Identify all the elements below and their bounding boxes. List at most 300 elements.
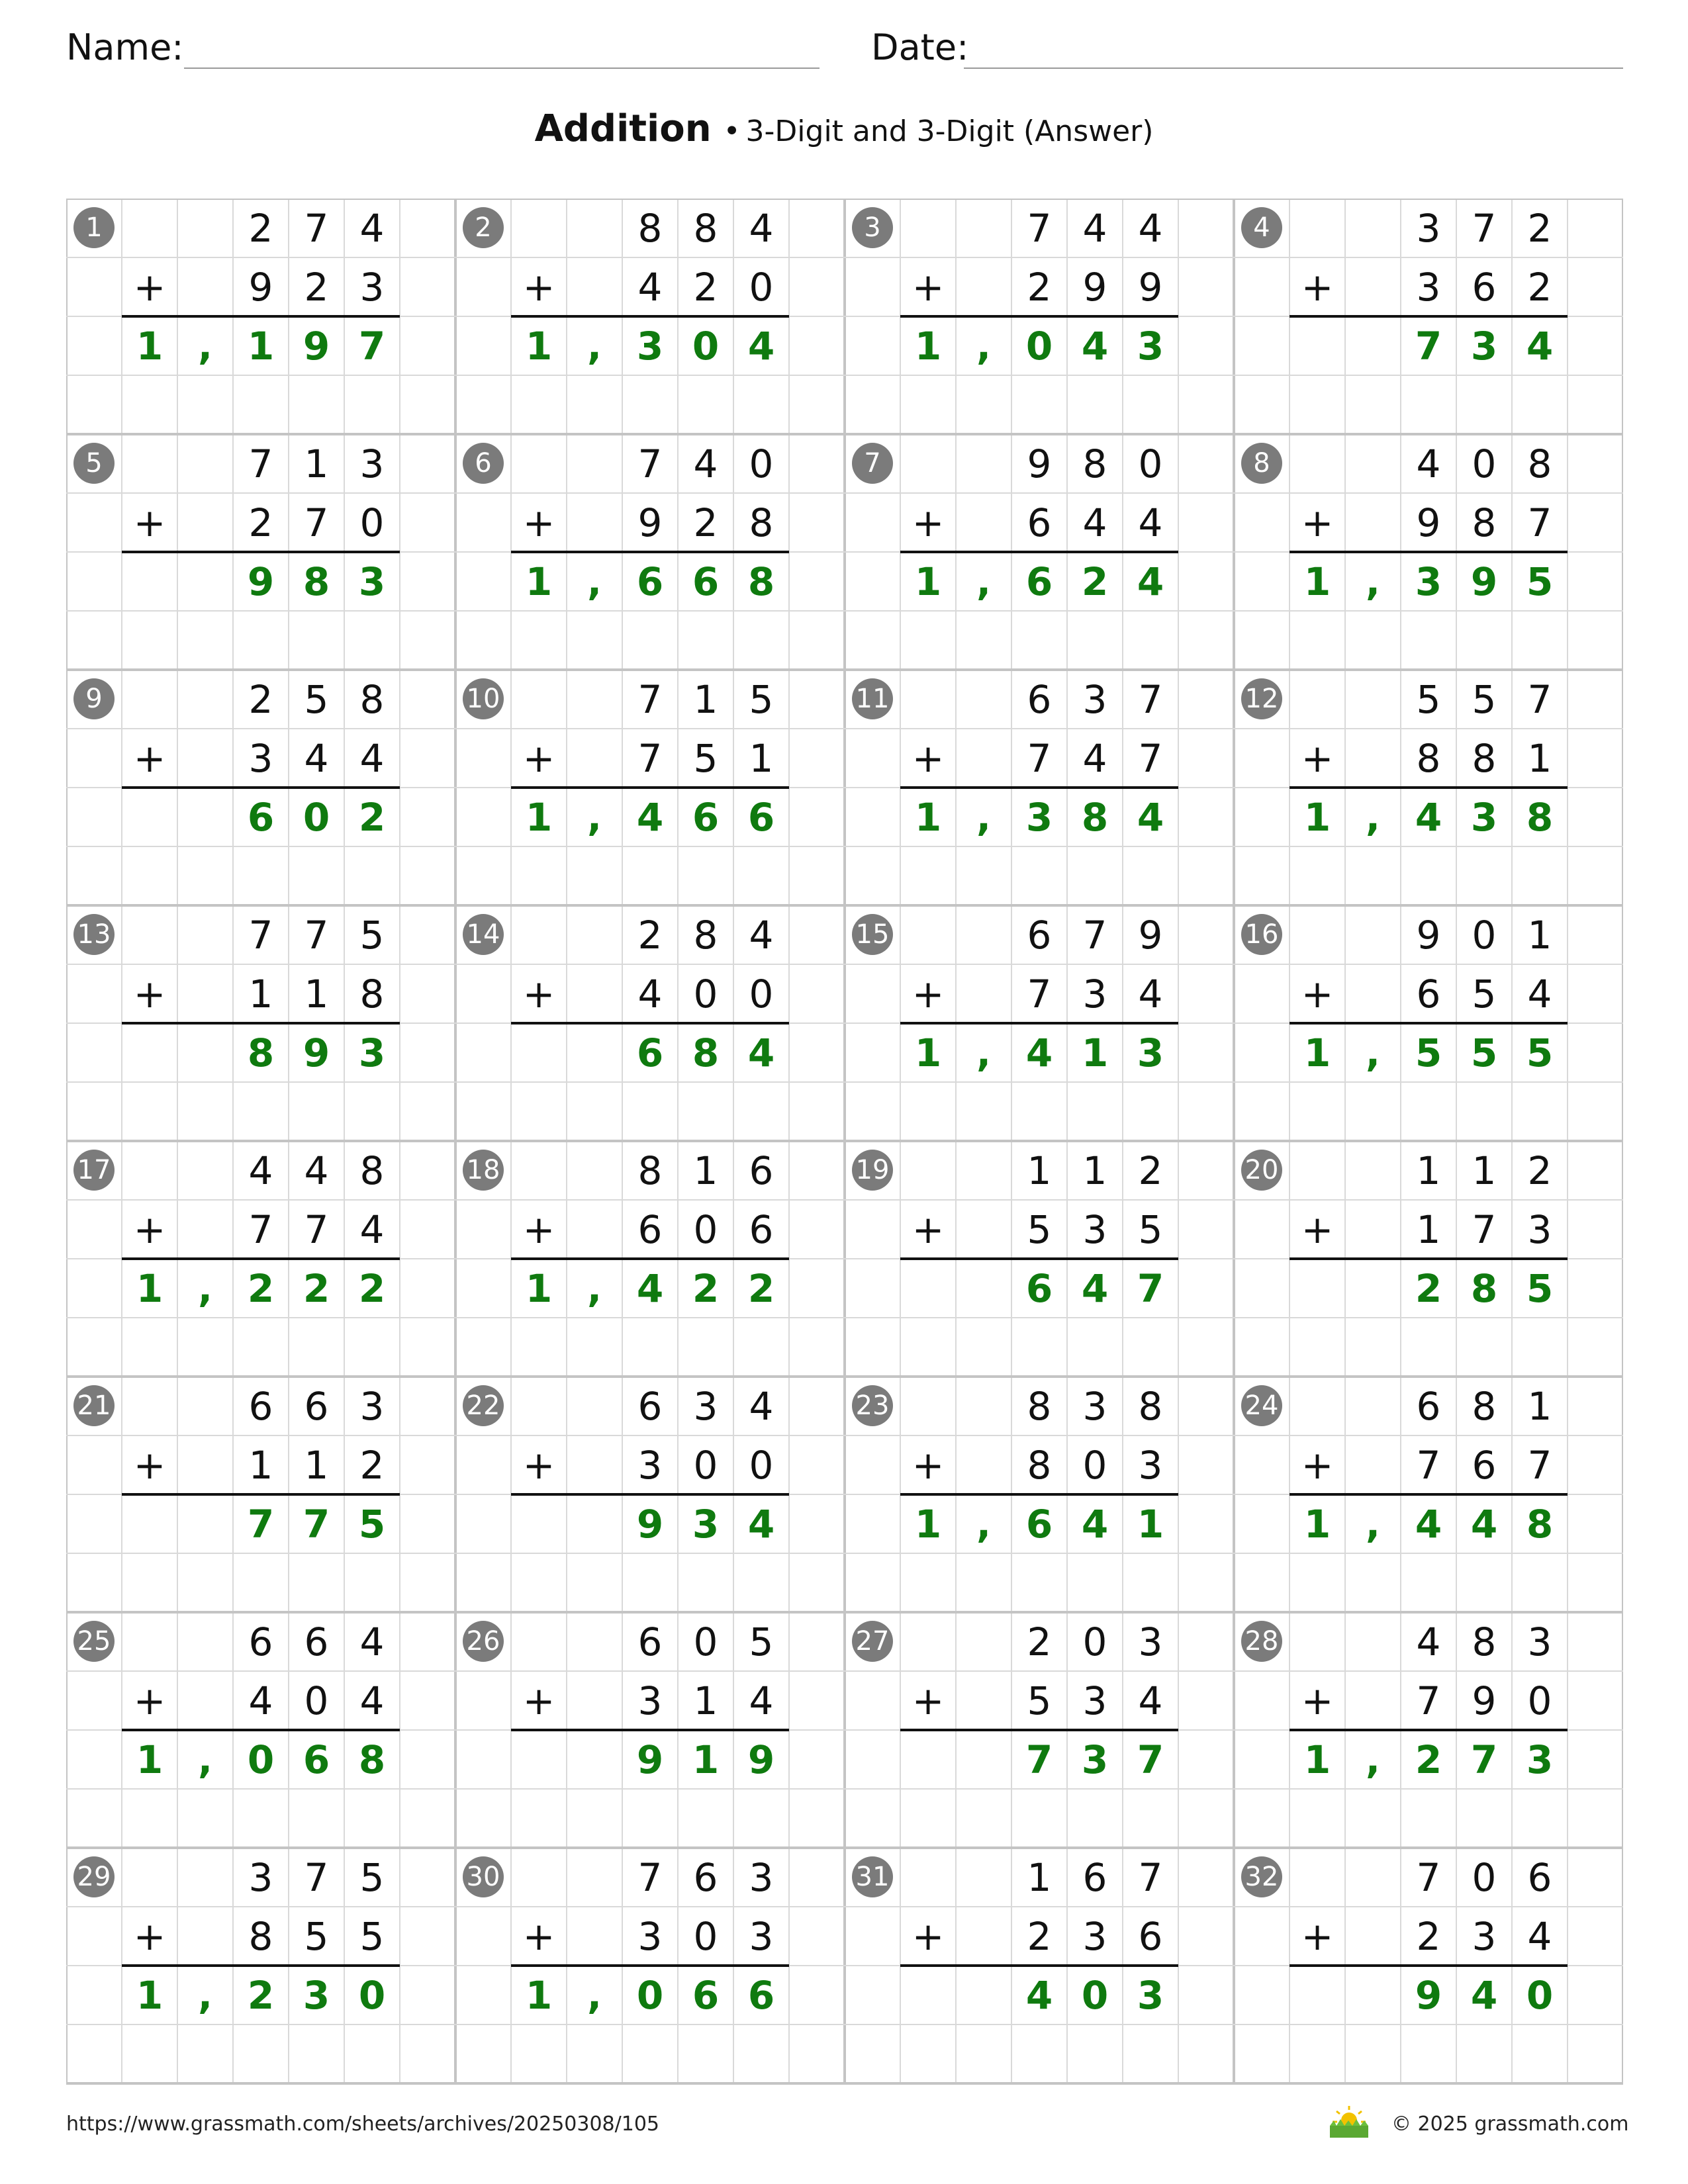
problem-number-badge: 8 <box>1241 443 1282 484</box>
addend-top-digit: 1 <box>1472 1148 1497 1193</box>
problem-grid <box>66 199 1623 2089</box>
addend-bottom-digit: 4 <box>359 1206 385 1252</box>
answer-digit: 4 <box>747 1501 775 1547</box>
addend-top-digit: 3 <box>693 1383 718 1429</box>
plus-sign: + <box>1301 1913 1334 1959</box>
addend-top-digit: 4 <box>1138 205 1163 251</box>
answer-digit: 9 <box>1415 1972 1442 2018</box>
problem-number-badge: 21 <box>73 1385 115 1426</box>
addend-top-digit: 1 <box>1416 1148 1441 1193</box>
addend-top-digit: 5 <box>749 1619 774 1664</box>
answer-digit: 2 <box>358 1265 386 1311</box>
addend-bottom-digit: 1 <box>1527 735 1552 781</box>
addend-bottom-digit: 7 <box>1527 500 1552 545</box>
problem-number-badge: 9 <box>73 678 115 719</box>
addend-top-digit: 8 <box>359 1148 385 1193</box>
problem-number-badge: 14 <box>463 914 504 955</box>
addend-bottom-digit: 4 <box>1138 1678 1163 1723</box>
addend-bottom-digit: 2 <box>693 500 718 545</box>
answer-digit: 6 <box>636 559 664 604</box>
addend-top-digit: 8 <box>1138 1383 1163 1429</box>
answer-digit: 1 <box>136 1265 164 1311</box>
answer-digit: 3 <box>1137 323 1164 369</box>
answer-digit: 4 <box>747 323 775 369</box>
answer-digit: 3 <box>636 323 664 369</box>
addend-bottom-digit: 4 <box>637 264 663 310</box>
title-main: Addition <box>534 107 712 150</box>
answer-digit: 7 <box>303 1501 330 1547</box>
addend-bottom-digit: 4 <box>1138 500 1163 545</box>
answer-digit: 7 <box>1137 1737 1164 1782</box>
addend-bottom-digit: 8 <box>749 500 774 545</box>
addend-bottom-digit: 6 <box>1472 264 1497 310</box>
addend-top-digit: 4 <box>749 1383 774 1429</box>
answer-digit: 2 <box>247 1972 275 2018</box>
answer-digit: 6 <box>1025 1501 1053 1547</box>
plus-sign: + <box>912 1913 945 1959</box>
answer-digit: 9 <box>303 1030 330 1075</box>
problem-number-badge: 17 <box>73 1150 115 1191</box>
addend-bottom-digit: 7 <box>1027 735 1052 781</box>
addend-bottom-digit: 3 <box>1082 1678 1107 1723</box>
addend-top-digit: 1 <box>693 1148 718 1193</box>
answer-digit: 2 <box>303 1265 330 1311</box>
plus-sign: + <box>1301 1206 1334 1252</box>
addend-bottom-digit: 0 <box>749 264 774 310</box>
answer-digit: 5 <box>1470 1030 1498 1075</box>
answer-digit: 3 <box>1415 559 1442 604</box>
plus-sign: + <box>912 971 945 1017</box>
answer-digit: 7 <box>358 323 386 369</box>
addend-bottom-digit: 4 <box>637 971 663 1017</box>
answer-digit: 8 <box>1081 794 1109 840</box>
problem-number-badge: 5 <box>73 443 115 484</box>
answer-digit: , <box>197 1737 213 1782</box>
answer-digit: 3 <box>358 559 386 604</box>
addend-top-digit: 7 <box>1416 1854 1441 1900</box>
addend-bottom-digit: 1 <box>304 1442 329 1488</box>
answer-digit: , <box>197 1972 213 2018</box>
plus-sign: + <box>522 971 555 1017</box>
answer-digit: 7 <box>1415 323 1442 369</box>
answer-digit: 0 <box>1025 323 1053 369</box>
addend-bottom-digit: 3 <box>248 735 273 781</box>
problem-number-badge: 10 <box>463 678 504 719</box>
addend-top-digit: 0 <box>1472 912 1497 958</box>
addend-top-digit: 8 <box>693 205 718 251</box>
answer-digit: 4 <box>1415 794 1442 840</box>
addend-bottom-digit: 5 <box>1138 1206 1163 1252</box>
worksheet-title <box>0 106 1688 155</box>
addend-bottom-digit: 0 <box>693 971 718 1017</box>
addend-bottom-digit: 4 <box>1527 1913 1552 1959</box>
name-line <box>184 68 820 69</box>
answer-digit: 1 <box>1303 1030 1331 1075</box>
addend-bottom-digit: 6 <box>1472 1442 1497 1488</box>
answer-digit: 8 <box>692 1030 720 1075</box>
addend-bottom-digit: 3 <box>1527 1206 1552 1252</box>
addend-top-digit: 7 <box>304 205 329 251</box>
answer-digit: 8 <box>747 559 775 604</box>
addend-bottom-digit: 9 <box>248 264 273 310</box>
answer-digit: , <box>1365 1030 1381 1075</box>
answer-digit: 2 <box>1415 1265 1442 1311</box>
answer-digit: 2 <box>358 794 386 840</box>
answer-digit: 2 <box>247 1265 275 1311</box>
addend-top-digit: 7 <box>1527 676 1552 722</box>
answer-digit: 6 <box>303 1737 330 1782</box>
problem-number-badge: 16 <box>1241 914 1282 955</box>
addend-bottom-digit: 6 <box>1027 500 1052 545</box>
addend-bottom-digit: 5 <box>304 1913 329 1959</box>
plus-sign: + <box>522 1678 555 1723</box>
addend-top-digit: 8 <box>1027 1383 1052 1429</box>
answer-digit: 1 <box>914 559 942 604</box>
title-subtitle: 3-Digit and 3-Digit (Answer) <box>745 114 1154 148</box>
addend-top-digit: 3 <box>1416 205 1441 251</box>
addend-top-digit: 8 <box>637 205 663 251</box>
addend-top-digit: 8 <box>637 1148 663 1193</box>
answer-digit: 4 <box>1081 1501 1109 1547</box>
answer-digit: 6 <box>692 559 720 604</box>
addend-bottom-digit: 2 <box>1027 264 1052 310</box>
addend-top-digit: 2 <box>1027 1619 1052 1664</box>
addend-top-digit: 4 <box>359 205 385 251</box>
addend-top-digit: 3 <box>1082 1383 1107 1429</box>
addend-top-digit: 6 <box>304 1383 329 1429</box>
addend-top-digit: 4 <box>693 441 718 486</box>
plus-sign: + <box>912 500 945 545</box>
answer-digit: 8 <box>1470 1265 1498 1311</box>
answer-digit: 1 <box>525 559 553 604</box>
addend-top-digit: 9 <box>1416 912 1441 958</box>
answer-digit: 6 <box>636 1030 664 1075</box>
addend-bottom-digit: 3 <box>1082 1206 1107 1252</box>
name-label: Name: <box>66 26 184 68</box>
addend-top-digit: 4 <box>749 205 774 251</box>
addend-top-digit: 0 <box>1082 1619 1107 1664</box>
addend-top-digit: 7 <box>1082 912 1107 958</box>
addend-bottom-digit: 7 <box>1472 1206 1497 1252</box>
addend-top-digit: 6 <box>1082 1854 1107 1900</box>
answer-digit: 8 <box>1526 794 1554 840</box>
problem-number-badge: 2 <box>463 207 504 248</box>
plus-sign: + <box>1301 500 1334 545</box>
answer-digit: 1 <box>914 794 942 840</box>
addend-top-digit: 4 <box>1082 205 1107 251</box>
addend-top-digit: 4 <box>359 1619 385 1664</box>
answer-digit: 5 <box>1526 1030 1554 1075</box>
problem-number-badge: 12 <box>1241 678 1282 719</box>
answer-digit: 0 <box>303 794 330 840</box>
addend-bottom-digit: 3 <box>1472 1913 1497 1959</box>
answer-digit: 8 <box>303 559 330 604</box>
addend-top-digit: 8 <box>1472 1619 1497 1664</box>
addend-top-digit: 5 <box>1416 676 1441 722</box>
answer-digit: , <box>976 794 992 840</box>
answer-digit: 3 <box>358 1030 386 1075</box>
answer-digit: 3 <box>1081 1737 1109 1782</box>
addend-top-digit: 6 <box>1027 676 1052 722</box>
addend-top-digit: 0 <box>1138 441 1163 486</box>
addend-bottom-digit: 6 <box>637 1206 663 1252</box>
addend-top-digit: 8 <box>1527 441 1552 486</box>
problem-number-badge: 30 <box>463 1856 504 1897</box>
addend-top-digit: 5 <box>1472 676 1497 722</box>
problem-number-badge: 32 <box>1241 1856 1282 1897</box>
addend-bottom-digit: 8 <box>248 1913 273 1959</box>
answer-digit: 6 <box>1025 559 1053 604</box>
addend-bottom-digit: 7 <box>248 1206 273 1252</box>
answer-digit: 1 <box>1303 794 1331 840</box>
addend-bottom-digit: 3 <box>749 1913 774 1959</box>
addend-top-digit: 6 <box>637 1619 663 1664</box>
answer-digit: 1 <box>136 1972 164 2018</box>
answer-digit: 2 <box>747 1265 775 1311</box>
addend-top-digit: 3 <box>359 441 385 486</box>
plus-sign: + <box>1301 264 1334 310</box>
addend-top-digit: 3 <box>1527 1619 1552 1664</box>
plus-sign: + <box>133 971 166 1017</box>
answer-digit: 0 <box>247 1737 275 1782</box>
problem-number-badge: 1 <box>73 207 115 248</box>
answer-digit: 4 <box>1470 1501 1498 1547</box>
addend-bottom-digit: 1 <box>248 1442 273 1488</box>
addend-bottom-digit: 5 <box>1472 971 1497 1017</box>
answer-digit: 4 <box>747 1030 775 1075</box>
problem-number-badge: 31 <box>852 1856 893 1897</box>
addend-top-digit: 4 <box>1416 1619 1441 1664</box>
plus-sign: + <box>522 1913 555 1959</box>
answer-digit: 1 <box>914 1030 942 1075</box>
answer-digit: , <box>976 559 992 604</box>
addend-top-digit: 5 <box>359 1854 385 1900</box>
addend-top-digit: 1 <box>1082 1148 1107 1193</box>
addend-top-digit: 2 <box>637 912 663 958</box>
answer-digit: 6 <box>747 794 775 840</box>
addend-bottom-digit: 0 <box>693 1913 718 1959</box>
addend-bottom-digit: 6 <box>1416 971 1441 1017</box>
addend-bottom-digit: 0 <box>693 1206 718 1252</box>
addend-top-digit: 5 <box>749 676 774 722</box>
plus-sign: + <box>1301 1442 1334 1488</box>
addend-top-digit: 7 <box>1138 1854 1163 1900</box>
answer-digit: 8 <box>1526 1501 1554 1547</box>
answer-digit: 3 <box>1526 1737 1554 1782</box>
addend-top-digit: 0 <box>1472 1854 1497 1900</box>
addend-top-digit: 7 <box>1472 205 1497 251</box>
addend-bottom-digit: 3 <box>1138 1442 1163 1488</box>
answer-digit: , <box>197 323 213 369</box>
addend-bottom-digit: 7 <box>304 1206 329 1252</box>
addend-top-digit: 1 <box>1527 912 1552 958</box>
addend-bottom-digit: 3 <box>637 1678 663 1723</box>
addend-top-digit: 4 <box>304 1148 329 1193</box>
problem-number-badge: 3 <box>852 207 893 248</box>
plus-sign: + <box>522 500 555 545</box>
answer-digit: 1 <box>1303 1501 1331 1547</box>
plus-sign: + <box>1301 735 1334 781</box>
plus-sign: + <box>912 1678 945 1723</box>
addend-bottom-digit: 9 <box>1082 264 1107 310</box>
answer-digit: 1 <box>1303 1737 1331 1782</box>
addend-top-digit: 9 <box>1138 912 1163 958</box>
addend-top-digit: 1 <box>1527 1383 1552 1429</box>
answer-digit: , <box>1365 1501 1381 1547</box>
answer-digit: , <box>586 794 602 840</box>
answer-digit: , <box>586 323 602 369</box>
answer-digit: 0 <box>692 323 720 369</box>
problem-number-badge: 18 <box>463 1150 504 1191</box>
answer-digit: 6 <box>692 794 720 840</box>
answer-digit: 5 <box>1415 1030 1442 1075</box>
answer-digit: 1 <box>525 794 553 840</box>
answer-digit: 3 <box>1470 323 1498 369</box>
addend-bottom-digit: 4 <box>304 735 329 781</box>
addend-top-digit: 8 <box>693 912 718 958</box>
addend-top-digit: 3 <box>248 1854 273 1900</box>
addend-bottom-digit: 8 <box>1027 1442 1052 1488</box>
addend-top-digit: 3 <box>1082 676 1107 722</box>
answer-digit: 1 <box>914 323 942 369</box>
problem-number-badge: 29 <box>73 1856 115 1897</box>
plus-sign: + <box>912 264 945 310</box>
answer-digit: 5 <box>1526 559 1554 604</box>
plus-sign: + <box>133 500 166 545</box>
problem-number-badge: 19 <box>852 1150 893 1191</box>
answer-digit: 3 <box>1470 794 1498 840</box>
addend-bottom-digit: 4 <box>359 1678 385 1723</box>
addend-bottom-digit: 0 <box>693 1442 718 1488</box>
addend-top-digit: 8 <box>359 676 385 722</box>
answer-digit: 4 <box>1137 794 1164 840</box>
addend-bottom-digit: 8 <box>359 971 385 1017</box>
problem-number-badge: 28 <box>1241 1621 1282 1662</box>
answer-digit: 1 <box>136 1737 164 1782</box>
answer-digit: 9 <box>303 323 330 369</box>
problem-number-badge: 13 <box>73 914 115 955</box>
problem-number-badge: 27 <box>852 1621 893 1662</box>
plus-sign: + <box>912 1206 945 1252</box>
plus-sign: + <box>522 735 555 781</box>
answer-digit: 1 <box>525 1972 553 2018</box>
problem-number-badge: 4 <box>1241 207 1282 248</box>
plus-sign: + <box>1301 971 1334 1017</box>
answer-digit: 5 <box>358 1501 386 1547</box>
answer-digit: 1 <box>136 323 164 369</box>
addend-top-digit: 7 <box>304 912 329 958</box>
addend-bottom-digit: 9 <box>1416 500 1441 545</box>
answer-digit: 4 <box>1526 323 1554 369</box>
addend-bottom-digit: 3 <box>1416 264 1441 310</box>
addend-bottom-digit: 5 <box>1027 1678 1052 1723</box>
answer-digit: 8 <box>358 1737 386 1782</box>
answer-digit: 6 <box>1025 1265 1053 1311</box>
answer-digit: 9 <box>247 559 275 604</box>
addend-top-digit: 7 <box>1027 205 1052 251</box>
answer-digit: 1 <box>1303 559 1331 604</box>
answer-digit: 4 <box>1470 1972 1498 2018</box>
addend-bottom-digit: 0 <box>359 500 385 545</box>
addend-top-digit: 1 <box>304 441 329 486</box>
addend-bottom-digit: 6 <box>749 1206 774 1252</box>
addend-top-digit: 1 <box>693 676 718 722</box>
addend-top-digit: 6 <box>248 1619 273 1664</box>
addend-bottom-digit: 7 <box>637 735 663 781</box>
addend-top-digit: 2 <box>1527 1148 1552 1193</box>
addend-top-digit: 7 <box>637 676 663 722</box>
addend-top-digit: 0 <box>693 1619 718 1664</box>
addend-bottom-digit: 2 <box>1416 1913 1441 1959</box>
answer-digit: 8 <box>247 1030 275 1075</box>
addend-bottom-digit: 5 <box>693 735 718 781</box>
addend-bottom-digit: 2 <box>1027 1913 1052 1959</box>
plus-sign: + <box>133 1913 166 1959</box>
addend-top-digit: 3 <box>359 1383 385 1429</box>
addend-bottom-digit: 4 <box>359 735 385 781</box>
plus-sign: + <box>1301 1678 1334 1723</box>
answer-digit: 9 <box>636 1737 664 1782</box>
addend-bottom-digit: 7 <box>304 500 329 545</box>
plus-sign: + <box>133 1206 166 1252</box>
addend-bottom-digit: 2 <box>304 264 329 310</box>
answer-digit: 1 <box>247 323 275 369</box>
addend-bottom-digit: 8 <box>1416 735 1441 781</box>
answer-digit: 0 <box>636 1972 664 2018</box>
addend-bottom-digit: 1 <box>304 971 329 1017</box>
answer-digit: , <box>976 1501 992 1547</box>
addend-top-digit: 6 <box>749 1148 774 1193</box>
answer-digit: , <box>1365 794 1381 840</box>
addend-top-digit: 1 <box>1027 1148 1052 1193</box>
answer-digit: 1 <box>1137 1501 1164 1547</box>
addend-top-digit: 7 <box>637 441 663 486</box>
plus-sign: + <box>133 1442 166 1488</box>
problem-number-badge: 22 <box>463 1385 504 1426</box>
addend-bottom-digit: 5 <box>1027 1206 1052 1252</box>
problem-number-badge: 24 <box>1241 1385 1282 1426</box>
footer-copyright: © 2025 grassmath.com <box>1391 2113 1629 2136</box>
answer-digit: 2 <box>692 1265 720 1311</box>
addend-bottom-digit: 3 <box>359 264 385 310</box>
answer-digit: 7 <box>1137 1265 1164 1311</box>
plus-sign: + <box>912 735 945 781</box>
addend-top-digit: 4 <box>1416 441 1441 486</box>
date-line <box>964 68 1623 69</box>
answer-digit: , <box>586 1265 602 1311</box>
answer-digit: 9 <box>636 1501 664 1547</box>
problem-number-badge: 6 <box>463 443 504 484</box>
date-label: Date: <box>871 26 969 68</box>
addend-top-digit: 3 <box>749 1854 774 1900</box>
answer-digit: , <box>1365 559 1381 604</box>
problem-number-badge: 23 <box>852 1385 893 1426</box>
answer-digit: 1 <box>914 1501 942 1547</box>
answer-digit: 0 <box>358 1972 386 2018</box>
problem-number-badge: 26 <box>463 1621 504 1662</box>
answer-digit: 1 <box>692 1737 720 1782</box>
answer-digit: , <box>197 1265 213 1311</box>
addend-top-digit: 8 <box>1472 1383 1497 1429</box>
addend-bottom-digit: 3 <box>637 1913 663 1959</box>
addend-top-digit: 5 <box>304 676 329 722</box>
problem-number-badge: 20 <box>1241 1150 1282 1191</box>
problem-number-badge: 25 <box>73 1621 115 1662</box>
problem-number-badge: 15 <box>852 914 893 955</box>
addend-bottom-digit: 3 <box>637 1442 663 1488</box>
addend-bottom-digit: 7 <box>1527 1442 1552 1488</box>
answer-digit: 6 <box>692 1972 720 2018</box>
